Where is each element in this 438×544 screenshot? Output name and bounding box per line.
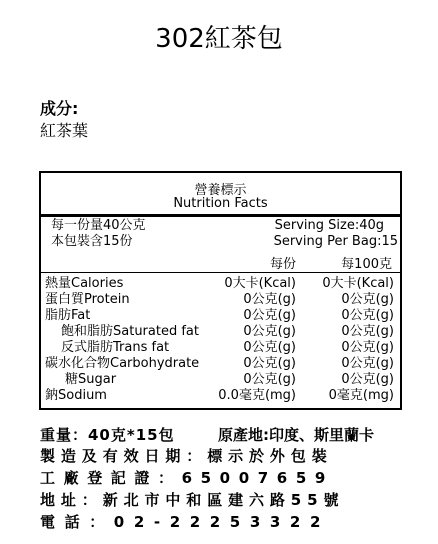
- serving-size-cn: 每一份量40公克: [51, 218, 146, 233]
- per-serving-value: 0公克(g): [243, 324, 296, 339]
- nutrient-row-calories: [41, 276, 400, 292]
- per-serving-value: 0大卡(Kcal): [224, 276, 296, 291]
- nutrient-name: 糖Sugar: [65, 372, 117, 387]
- per-100g-value: 0毫克(mg): [328, 388, 394, 403]
- nutrient-name: 蛋白質Protein: [45, 292, 130, 307]
- serving-size-en: Serving Size:40g: [274, 218, 384, 233]
- ingredients-label: 成分:: [40, 99, 79, 118]
- product-title: 302紅茶包: [155, 24, 283, 54]
- nutrition-title-cn: 營養標示: [194, 183, 247, 198]
- per-serving-value: 0公克(g): [243, 356, 296, 371]
- nutrient-row-sodium: [41, 388, 400, 404]
- nutrition-title-en: Nutrition Facts: [173, 196, 268, 211]
- per-100g-value: 0大卡(Kcal): [322, 276, 394, 291]
- per-100g-value: 0公克(g): [341, 308, 394, 323]
- per-serving-value: 0.0毫克(mg): [218, 388, 296, 403]
- factory-registration: 工廠登記證：65007659: [40, 469, 334, 487]
- per-100g-value: 0公克(g): [341, 372, 394, 387]
- nutrient-row-trans-fat: [41, 340, 400, 356]
- column-header-per-100g: 每100克: [341, 257, 392, 272]
- divider: [41, 214, 400, 217]
- nutrient-name: 熱量Calories: [45, 276, 124, 291]
- ingredients-value: 紅茶葉: [40, 121, 89, 140]
- phone-number: 電話：02-22253322: [40, 513, 330, 531]
- nutrient-row-sugar: [41, 372, 400, 388]
- per-serving-value: 0公克(g): [243, 372, 296, 387]
- nutrition-facts-box: [39, 171, 402, 410]
- nutrient-row-saturated-fat: [41, 324, 400, 340]
- per-serving-value: 0公克(g): [243, 308, 296, 323]
- manufacture-expiry-date: 製造及有效日期：標示於外包裝: [40, 447, 333, 465]
- nutrient-name: 飽和脂肪Saturated fat: [61, 324, 199, 339]
- servings-per-bag-en: Serving Per Bag:15: [273, 234, 398, 249]
- net-weight: 重量：40克*15包: [40, 426, 175, 444]
- nutrient-row-fat: [41, 308, 400, 324]
- nutrient-name: 碳水化合物Carbohydrate: [45, 356, 200, 371]
- column-header-per-serving: 每份: [269, 257, 296, 272]
- country-of-origin: 原產地:印度、斯里蘭卡: [218, 426, 374, 444]
- nutrient-row-carbohydrate: [41, 356, 400, 372]
- nutrient-name: 反式脂肪Trans fat: [61, 340, 170, 355]
- servings-per-bag-cn: 本包裝含15份: [51, 234, 133, 249]
- per-100g-value: 0公克(g): [341, 324, 394, 339]
- address: 地址：新北市中和區建六路55號: [40, 491, 345, 509]
- per-100g-value: 0公克(g): [341, 292, 394, 307]
- nutrient-name: 鈉Sodium: [45, 388, 107, 403]
- per-serving-value: 0公克(g): [243, 292, 296, 307]
- per-serving-value: 0公克(g): [243, 340, 296, 355]
- per-100g-value: 0公克(g): [341, 340, 394, 355]
- per-100g-value: 0公克(g): [341, 356, 394, 371]
- nutrient-name: 脂肪Fat: [45, 308, 91, 323]
- nutrient-row-protein: [41, 292, 400, 308]
- divider: [41, 272, 400, 273]
